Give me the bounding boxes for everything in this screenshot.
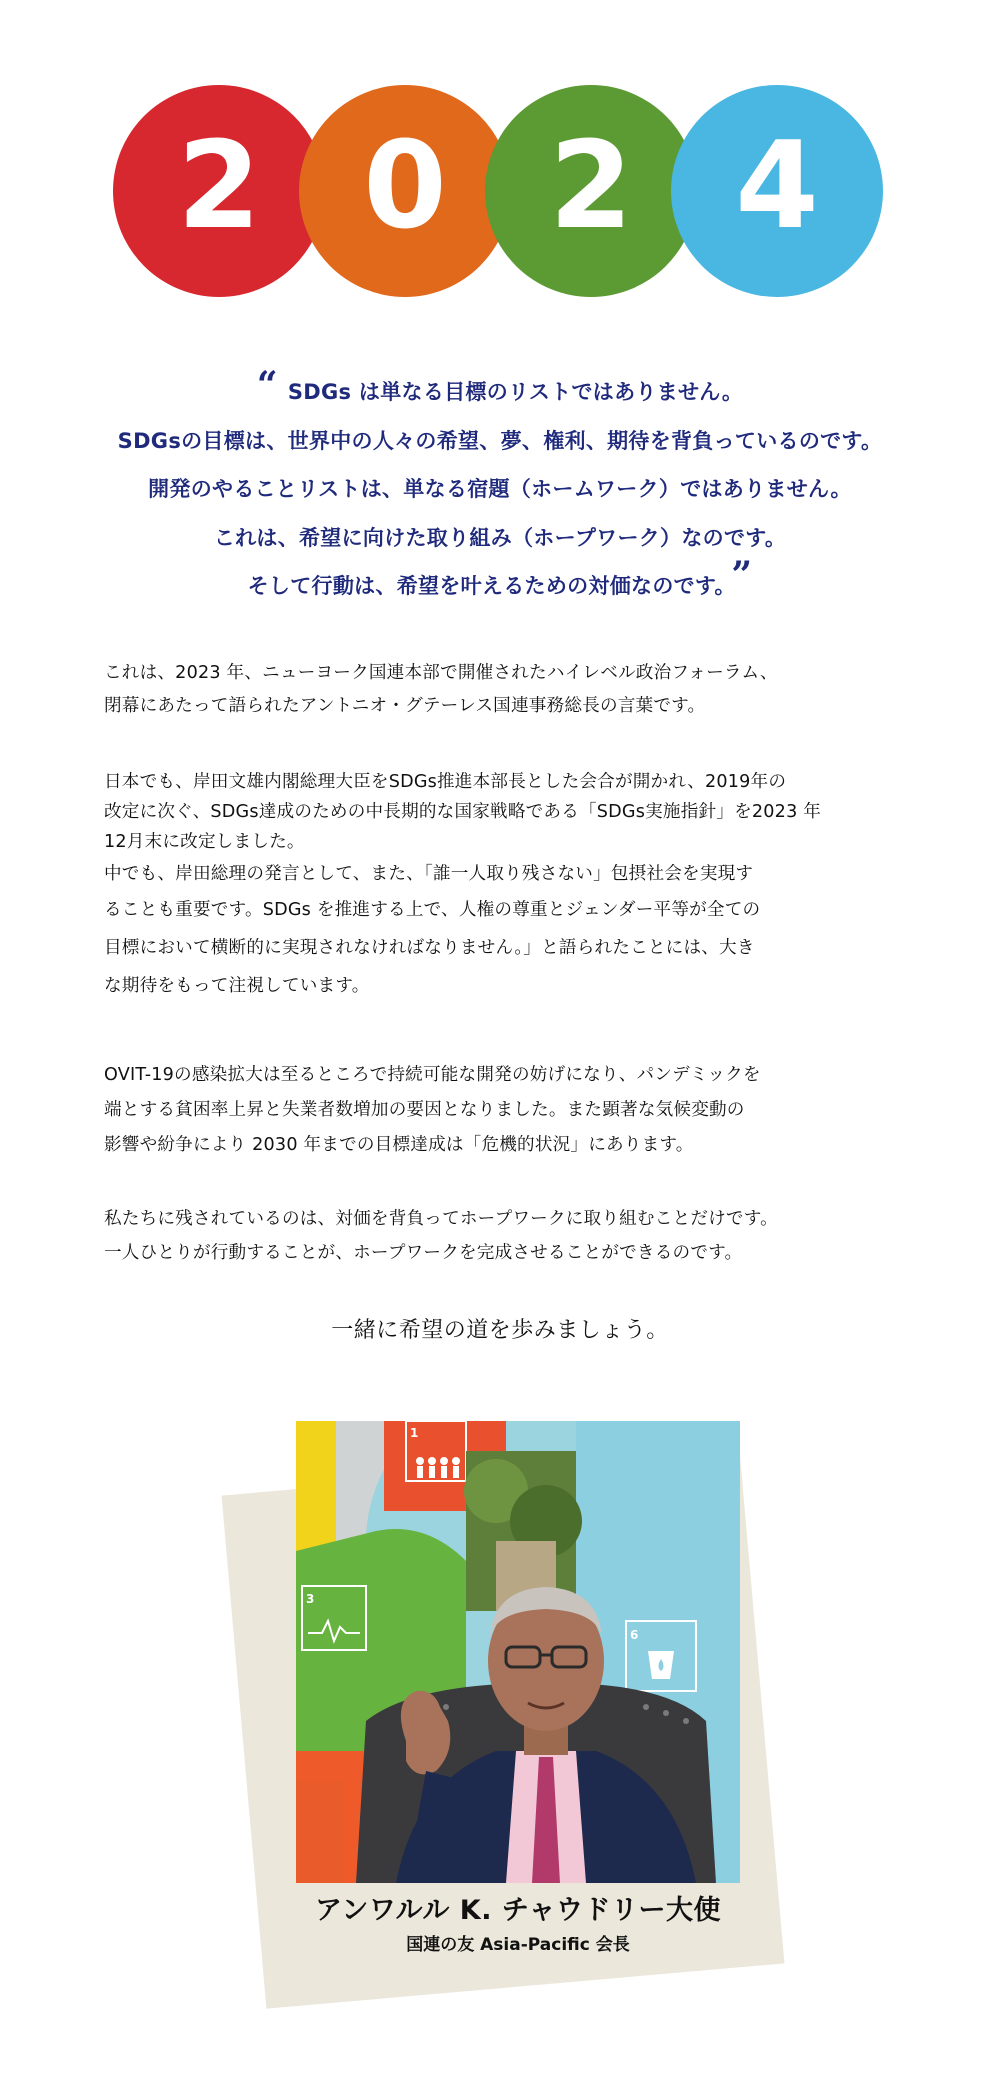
svg-text:3: 3 xyxy=(306,1592,315,1606)
paragraph-1 xyxy=(104,657,904,723)
ambassador-title: 国連の友 Asia-Pacific 会長 xyxy=(406,1935,630,1955)
svg-text:2: 2 xyxy=(549,117,633,256)
quote-line-2: SDGsの目標は、世界中の人々の希望、夢、権利、期待を背負っているのです。 xyxy=(117,428,883,453)
svg-text:2: 2 xyxy=(177,117,261,256)
paragraph-3 xyxy=(104,1058,904,1163)
text-line: 12月末に改定しました。 xyxy=(104,832,305,852)
year-logo xyxy=(113,85,883,300)
closing-message: 一緒に希望の道を歩みましょう。 xyxy=(331,1318,669,1343)
paragraph-4 xyxy=(104,1202,904,1270)
text-line: これは、2023 年、ニューヨーク国連本部で開催されたハイレベル政治フォーラム、 xyxy=(104,663,778,683)
text-line: 私たちに残されているのは、対価を背負ってホープワークに取り組むことだけです。 xyxy=(104,1209,778,1229)
year-digit-circle-4 xyxy=(671,85,883,297)
ambassador-photo xyxy=(296,1421,740,1883)
text-line: 一人ひとりが行動することが、ホープワークを完成させることができるのです。 xyxy=(104,1243,743,1263)
quote-line-4: これは、希望に向けた取り組み（ホープワーク）なのです。 xyxy=(213,525,787,550)
photo-illustration xyxy=(296,1421,740,1883)
paragraph-2 xyxy=(104,767,904,1005)
text-line: 端とする貧困率上昇と失業者数増加の要因となりました。また顕著な気候変動の xyxy=(104,1100,745,1120)
text-line: 改定に次ぐ、SDGs達成のための中長期的な国家戦略である「SDGs実施指針」を2023 年 xyxy=(104,802,822,822)
quote-line-5: そして行動は、希望を叶えるための対価なのです。 ” xyxy=(247,554,753,598)
text-line: 閉幕にあたって語られたアントニオ・グテーレス国連事務総長の言葉です。 xyxy=(104,696,706,716)
text-line: OVIT-19の感染拡大は至るところで持続可能な開発の妨げになり、パンデミックを xyxy=(104,1065,761,1085)
text-line: 日本でも、岸田文雄内閣総理大臣をSDGs推進本部長とした会合が開かれ、2019年の xyxy=(104,772,787,792)
text-line: 目標において横断的に実現されなければなりません。」と語られたことには、大き xyxy=(104,938,755,958)
svg-text:6: 6 xyxy=(630,1628,639,1642)
svg-text:4: 4 xyxy=(735,117,819,256)
text-line: 影響や紛争により 2030 年までの目標達成は「危機的状況」にあります。 xyxy=(104,1135,694,1155)
svg-text:1: 1 xyxy=(410,1426,419,1440)
year-digit-circle-2 xyxy=(299,85,511,297)
close-quote-mark: ” xyxy=(731,554,753,596)
svg-text:0: 0 xyxy=(363,117,447,256)
guterres-quote xyxy=(60,364,940,611)
text-line: ることも重要です。SDGs を推進する上で、人権の尊重とジェンダー平等が全ての xyxy=(104,900,761,920)
text-line: な期待をもって注視しています。 xyxy=(104,976,370,996)
year-digit-circle-1 xyxy=(113,85,325,297)
quote-line-1: “ SDGs は単なる目標のリストではありません。 xyxy=(256,364,744,406)
year-digit-circle-3 xyxy=(485,85,697,297)
text-line: 中でも、岸田総理の発言として、また、「誰一人取り残さない」包摂社会を実現す xyxy=(104,864,754,884)
open-quote-mark: “ xyxy=(256,364,278,406)
quote-line-3: 開発のやることリストは、単なる宿題（ホームワーク）ではありません。 xyxy=(148,477,852,501)
ambassador-name: アンワルル K. チャウドリー大使 xyxy=(314,1895,722,1926)
